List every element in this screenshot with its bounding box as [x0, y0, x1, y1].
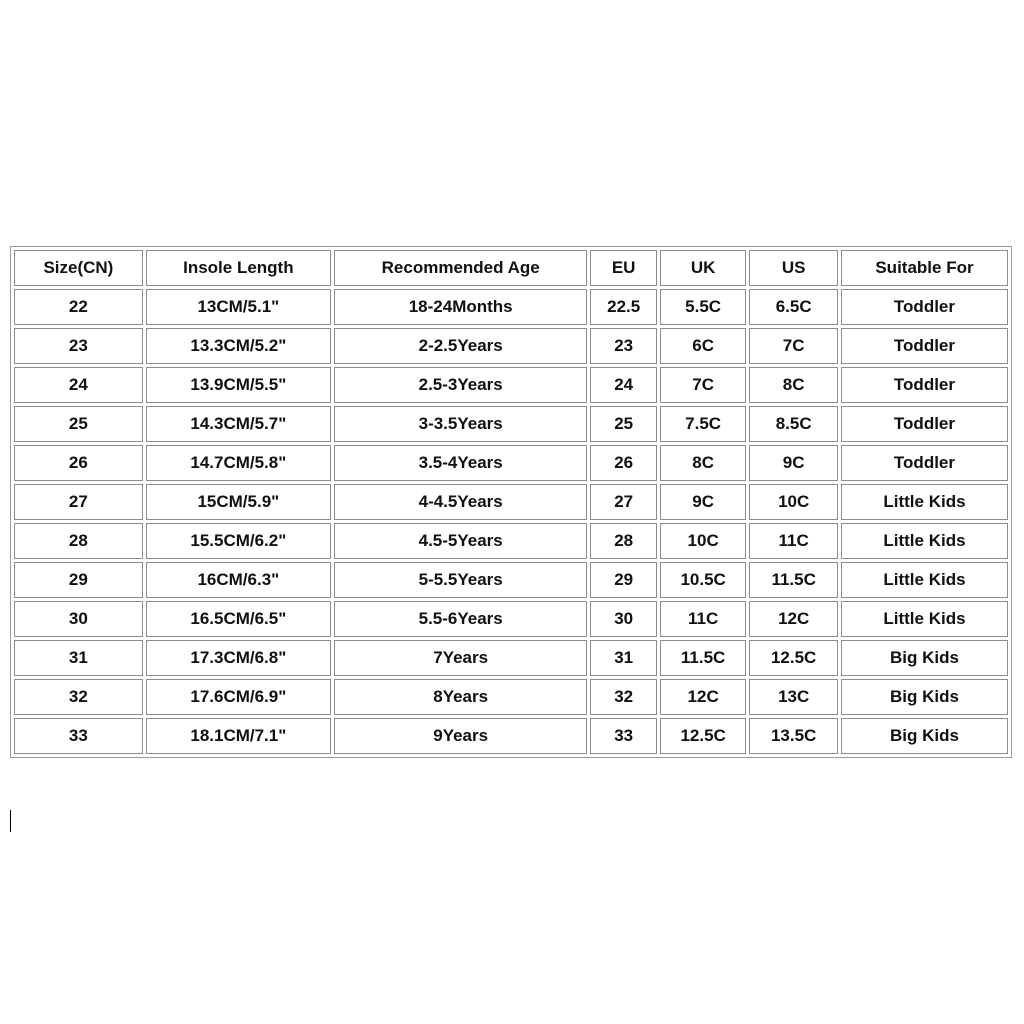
cell-uk: 10C	[660, 523, 747, 559]
cell-uk: 9C	[660, 484, 747, 520]
cell-size-cn: 30	[14, 601, 143, 637]
table-row	[14, 484, 1008, 520]
cell-uk: 5.5C	[660, 289, 747, 325]
table-row	[14, 601, 1008, 637]
cell-suitable-for: Big Kids	[841, 679, 1008, 715]
cell-recommended-age: 2.5-3Years	[334, 367, 588, 403]
table-row	[14, 328, 1008, 364]
cell-us: 13C	[749, 679, 838, 715]
cell-suitable-for: Little Kids	[841, 562, 1008, 598]
cell-uk: 11.5C	[660, 640, 747, 676]
cell-insole-length: 15CM/5.9"	[146, 484, 331, 520]
cell-uk: 12C	[660, 679, 747, 715]
header-recommended-age: Recommended Age	[334, 250, 588, 286]
cell-recommended-age: 2-2.5Years	[334, 328, 588, 364]
cell-eu: 29	[590, 562, 656, 598]
cell-eu: 24	[590, 367, 656, 403]
cell-us: 9C	[749, 445, 838, 481]
cell-recommended-age: 9Years	[334, 718, 588, 754]
header-insole-length: Insole Length	[146, 250, 331, 286]
cell-suitable-for: Toddler	[841, 367, 1008, 403]
header-suitable-for: Suitable For	[841, 250, 1008, 286]
cell-eu: 33	[590, 718, 656, 754]
cell-size-cn: 28	[14, 523, 143, 559]
cell-insole-length: 16CM/6.3"	[146, 562, 331, 598]
cell-size-cn: 22	[14, 289, 143, 325]
table-row	[14, 640, 1008, 676]
header-eu: EU	[590, 250, 656, 286]
size-chart-table	[10, 246, 1012, 758]
cell-suitable-for: Little Kids	[841, 484, 1008, 520]
cell-eu: 26	[590, 445, 656, 481]
cell-size-cn: 25	[14, 406, 143, 442]
table-row	[14, 406, 1008, 442]
cell-uk: 7.5C	[660, 406, 747, 442]
cell-size-cn: 26	[14, 445, 143, 481]
cell-recommended-age: 8Years	[334, 679, 588, 715]
cell-insole-length: 13CM/5.1"	[146, 289, 331, 325]
cell-size-cn: 24	[14, 367, 143, 403]
table-row	[14, 562, 1008, 598]
text-cursor	[10, 810, 11, 832]
table-body	[14, 289, 1008, 754]
cell-eu: 22.5	[590, 289, 656, 325]
cell-recommended-age: 3.5-4Years	[334, 445, 588, 481]
cell-us: 6.5C	[749, 289, 838, 325]
cell-insole-length: 16.5CM/6.5"	[146, 601, 331, 637]
cell-eu: 32	[590, 679, 656, 715]
cell-us: 8C	[749, 367, 838, 403]
cell-suitable-for: Big Kids	[841, 640, 1008, 676]
cell-recommended-age: 18-24Months	[334, 289, 588, 325]
header-row	[14, 250, 1008, 286]
cell-size-cn: 33	[14, 718, 143, 754]
cell-insole-length: 14.7CM/5.8"	[146, 445, 331, 481]
cell-us: 12.5C	[749, 640, 838, 676]
table-row	[14, 289, 1008, 325]
cell-uk: 7C	[660, 367, 747, 403]
cell-recommended-age: 5.5-6Years	[334, 601, 588, 637]
cell-insole-length: 14.3CM/5.7"	[146, 406, 331, 442]
cell-suitable-for: Toddler	[841, 289, 1008, 325]
header-size-cn: Size(CN)	[14, 250, 143, 286]
header-uk: UK	[660, 250, 747, 286]
cell-insole-length: 17.3CM/6.8"	[146, 640, 331, 676]
cell-size-cn: 31	[14, 640, 143, 676]
cell-uk: 6C	[660, 328, 747, 364]
table-row	[14, 718, 1008, 754]
table-row	[14, 523, 1008, 559]
table-row	[14, 679, 1008, 715]
cell-recommended-age: 4.5-5Years	[334, 523, 588, 559]
cell-uk: 8C	[660, 445, 747, 481]
cell-eu: 28	[590, 523, 656, 559]
cell-us: 11C	[749, 523, 838, 559]
cell-us: 10C	[749, 484, 838, 520]
cell-uk: 10.5C	[660, 562, 747, 598]
cell-us: 12C	[749, 601, 838, 637]
cell-insole-length: 15.5CM/6.2"	[146, 523, 331, 559]
header-us: US	[749, 250, 838, 286]
cell-us: 11.5C	[749, 562, 838, 598]
table-row	[14, 367, 1008, 403]
cell-eu: 23	[590, 328, 656, 364]
cell-us: 13.5C	[749, 718, 838, 754]
cell-suitable-for: Toddler	[841, 406, 1008, 442]
cell-recommended-age: 3-3.5Years	[334, 406, 588, 442]
cell-eu: 25	[590, 406, 656, 442]
cell-recommended-age: 7Years	[334, 640, 588, 676]
cell-insole-length: 13.3CM/5.2"	[146, 328, 331, 364]
cell-size-cn: 23	[14, 328, 143, 364]
cell-us: 8.5C	[749, 406, 838, 442]
cell-eu: 30	[590, 601, 656, 637]
cell-suitable-for: Big Kids	[841, 718, 1008, 754]
cell-suitable-for: Toddler	[841, 328, 1008, 364]
cell-size-cn: 29	[14, 562, 143, 598]
cell-insole-length: 17.6CM/6.9"	[146, 679, 331, 715]
cell-suitable-for: Little Kids	[841, 523, 1008, 559]
table-row	[14, 445, 1008, 481]
cell-eu: 27	[590, 484, 656, 520]
cell-suitable-for: Little Kids	[841, 601, 1008, 637]
cell-suitable-for: Toddler	[841, 445, 1008, 481]
cell-insole-length: 13.9CM/5.5"	[146, 367, 331, 403]
cell-uk: 11C	[660, 601, 747, 637]
cell-recommended-age: 4-4.5Years	[334, 484, 588, 520]
table-header	[14, 250, 1008, 286]
cell-insole-length: 18.1CM/7.1"	[146, 718, 331, 754]
cell-uk: 12.5C	[660, 718, 747, 754]
cell-recommended-age: 5-5.5Years	[334, 562, 588, 598]
cell-us: 7C	[749, 328, 838, 364]
cell-eu: 31	[590, 640, 656, 676]
cell-size-cn: 27	[14, 484, 143, 520]
cell-size-cn: 32	[14, 679, 143, 715]
